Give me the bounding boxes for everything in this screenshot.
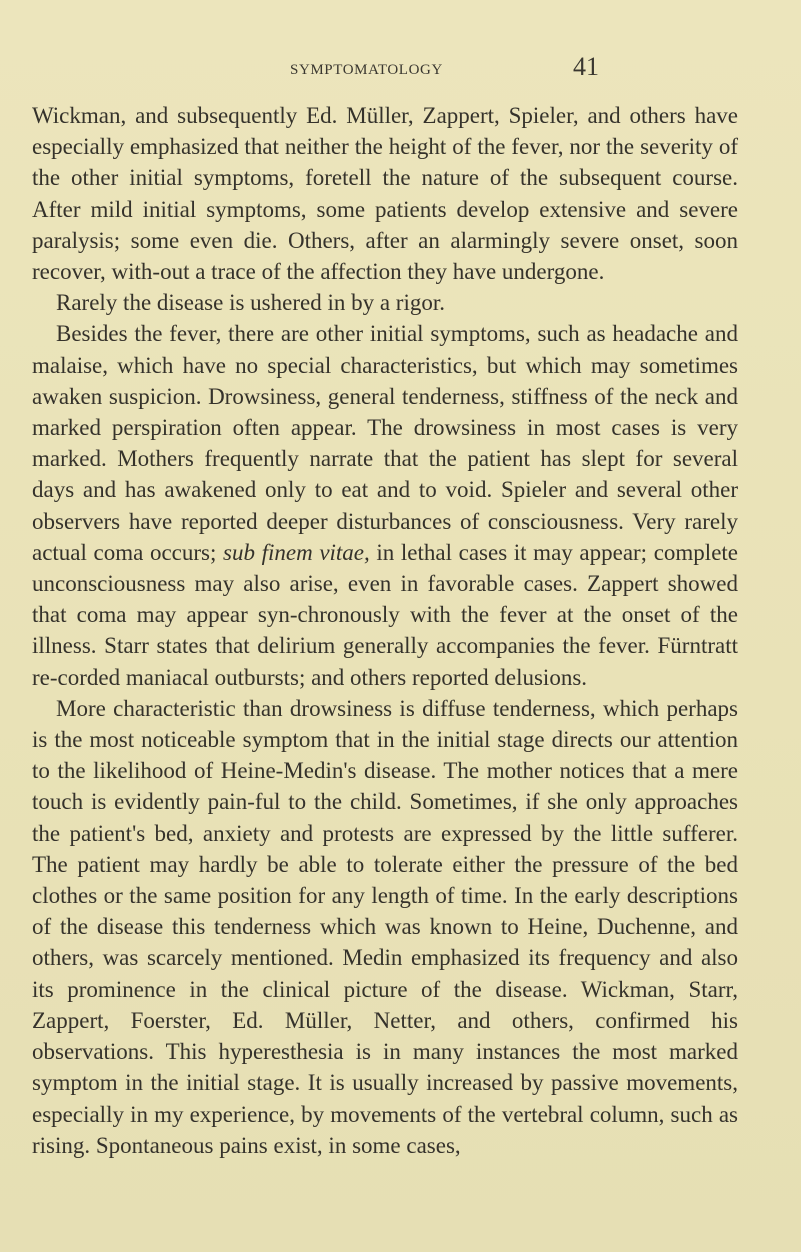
latin-phrase: sub finem vitae, — [223, 539, 370, 565]
paragraph-tenderness: More characteristic than drowsiness is diffuse tenderness, which perhaps is the most noticeable symptom that in the initial stage directs our attention to the likelihood of Heine-Medin's disease. The mother notices that a mere touch is evidently pain-ful to the child. Sometimes, if she only approaches the patient's bed, anxiety and protests are expressed by the little sufferer. The patient may hardly be able to tolerate either the pressure of the bed clothes or the same position for any length of time. In the early descriptions of the disease this tenderness which was known to Heine, Duchenne, and others, was scarcely mentioned. Medin emphasized its frequency and also its prominence in the clinical picture of the disease. Wickman, Starr, Zappert, Foerster, Ed. Müller, Netter, and others, confirmed his observations. This hyperesthesia is in many instances the most marked symptom in the initial stage. It is usually increased by passive movements, especially in my experience, by movements of the vertebral column, such as rising. Spontaneous pains exist, in some cases, — [32, 695, 738, 1158]
paragraph-rigor: Rarely the disease is ushered in by a rigor. — [56, 290, 445, 316]
paragraph-continued: Wickman, and subsequently Ed. Müller, Zappert, Spieler, and others have especially emphasized that neither the height of the fever, nor the severity of the other initial symptoms, foretell the nature of the subsequent course. After mild initial symptoms, some patients develop extensive and severe paralysis; some even die. Others, after an alarmingly severe onset, soon recover, with-out a trace of the affection they have undergone. — [32, 103, 738, 285]
paragraph-text-after: in lethal cases it may appear; complete unconsciousness may also arise, even in favorable cases. Zappert showed that coma may appear syn-chronously with the fever at the onset of the illness. Starr states that delirium generally accompanies the fever. Fürntratt re-corded maniacal outbursts; and others reported delusions. — [32, 539, 738, 690]
running-head: SYMPTOMATOLOGY — [290, 62, 443, 78]
body-text — [32, 100, 738, 1161]
paragraph-text-before: Besides the fever, there are other initial symptoms, such as headache and malaise, which have no special characteristics, but which may sometimes awaken suspicion. Drowsiness, general tenderness, stiffness of the neck and marked perspiration often appear. The drowsiness in most cases is very marked. Mothers frequently narrate that the patient has slept for several days and has awakened only to eat and to void. Spieler and several other observers have reported deeper disturbances of consciousness. Very rarely actual coma occurs; — [32, 321, 738, 565]
paragraph-initial-symptoms — [32, 318, 738, 692]
page-number: 41 — [573, 52, 599, 81]
